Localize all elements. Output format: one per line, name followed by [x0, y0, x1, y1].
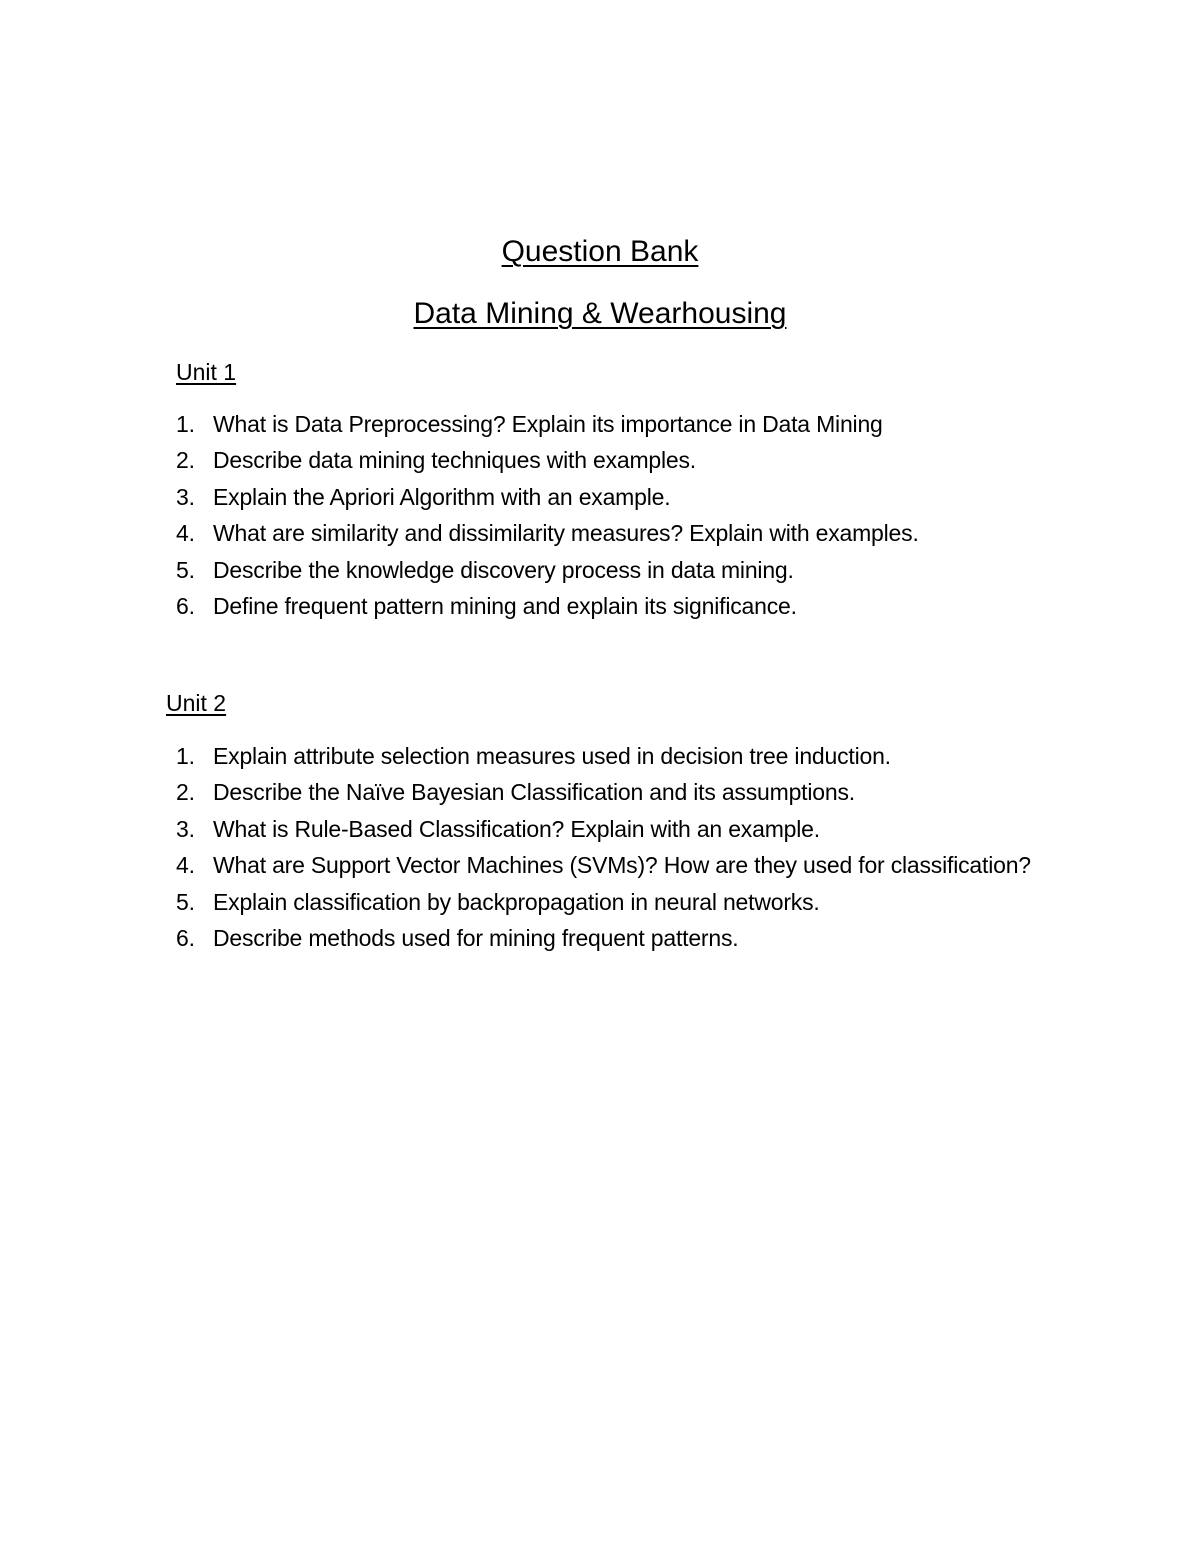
list-item — [0, 479, 1033, 515]
list-item — [0, 442, 1033, 478]
question-number: 4. — [176, 852, 195, 879]
question-number: 4. — [176, 520, 195, 547]
unit-2-heading: Unit 2 — [166, 690, 227, 716]
question-text: What is Rule-Based Classification? Explain with an example. — [213, 815, 820, 842]
document-subtitle: Data Mining & Wearhousing — [413, 297, 787, 330]
question-number: 3. — [176, 815, 195, 842]
document-title: Question Bank — [501, 235, 699, 268]
list-item — [0, 738, 1033, 774]
question-text: Describe data mining techniques with examples. — [213, 447, 696, 474]
unit-1-question-list — [0, 406, 1200, 624]
list-item — [0, 920, 1033, 956]
list-item — [0, 406, 1033, 442]
question-text: Describe methods used for mining frequent patterns. — [213, 925, 739, 952]
question-number: 5. — [176, 888, 195, 915]
list-item — [0, 588, 1033, 624]
list-item — [0, 847, 1033, 883]
question-text: Define frequent pattern mining and explain its significance. — [213, 593, 797, 620]
question-number: 6. — [176, 593, 195, 620]
question-text: Describe the Naïve Bayesian Classification and its assumptions. — [213, 779, 855, 806]
question-text: What are Support Vector Machines (SVMs)? How are they used for classification? — [213, 852, 1031, 879]
list-item — [0, 552, 1033, 588]
list-item — [0, 774, 1033, 810]
question-number: 6. — [176, 925, 195, 952]
question-number: 1. — [176, 411, 195, 437]
question-text: Explain the Apriori Algorithm with an example. — [213, 483, 671, 510]
question-text: What are similarity and dissimilarity measures? Explain with examples. — [213, 520, 919, 547]
list-item — [0, 884, 1033, 920]
question-number: 5. — [176, 556, 195, 583]
question-number: 3. — [176, 483, 195, 510]
question-text: What is Data Preprocessing? Explain its importance in Data Mining — [213, 411, 883, 437]
question-text: Explain classification by backpropagation in neural networks. — [213, 888, 820, 915]
list-item — [0, 515, 1033, 551]
unit-1-heading: Unit 1 — [176, 359, 237, 385]
question-text: Describe the knowledge discovery process in data mining. — [213, 556, 794, 583]
question-text: Explain attribute selection measures used in decision tree induction. — [213, 743, 891, 769]
question-number: 2. — [176, 447, 195, 474]
question-number: 1. — [176, 743, 195, 769]
question-number: 2. — [176, 779, 195, 806]
unit-2-question-list — [0, 738, 1200, 956]
list-item — [0, 811, 1033, 847]
